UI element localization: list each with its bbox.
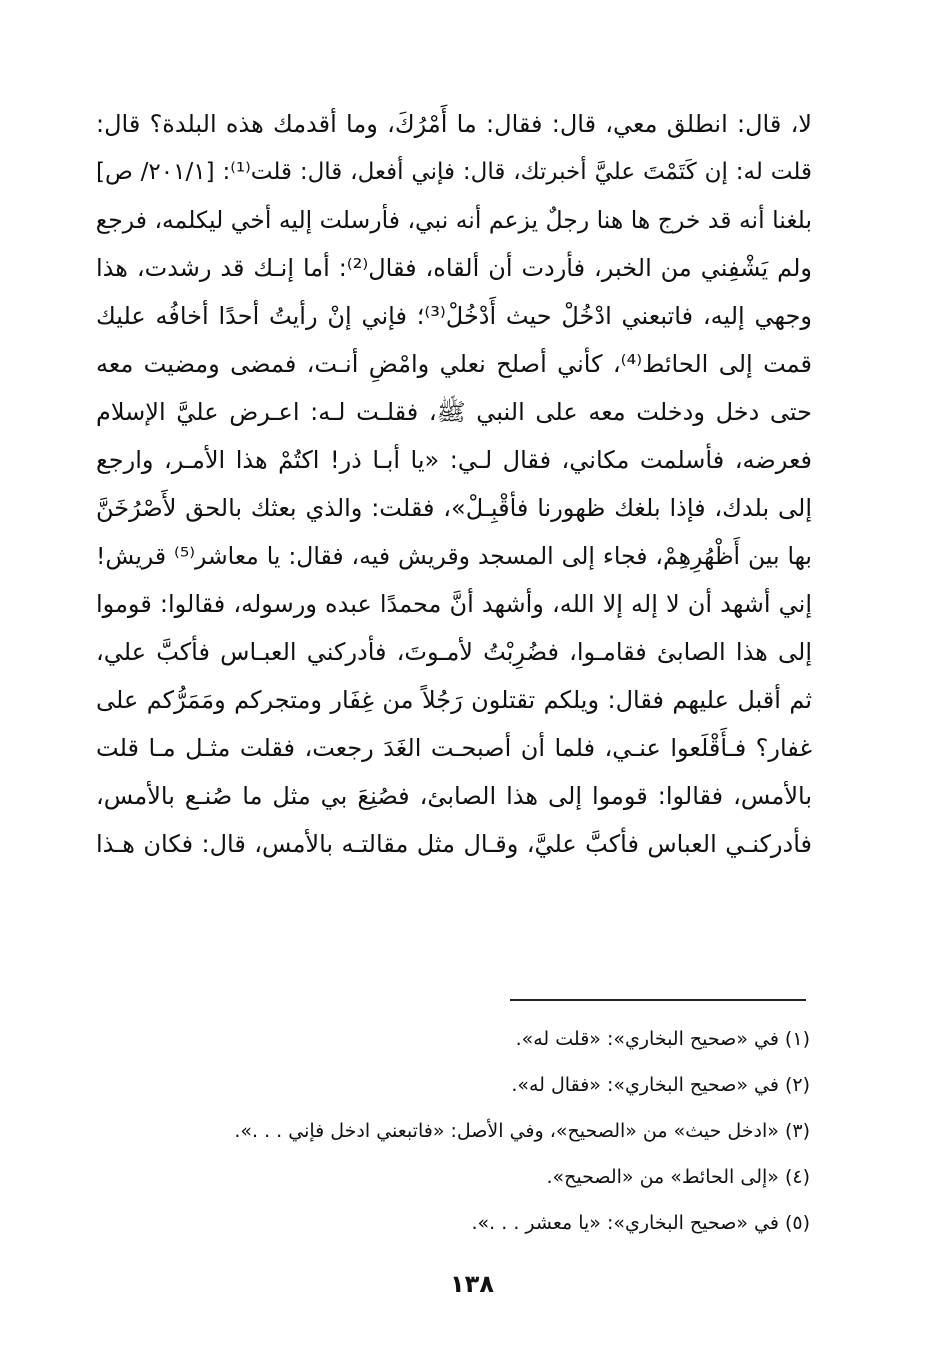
footnote-divider: [510, 999, 806, 1001]
main-text: [96, 100, 812, 868]
page-number: ١٣٨: [450, 1270, 494, 1298]
text-line: إلى هذا الصابئ فقامـوا، فضُرِبْتُ لأمـوتَ، فأدركني العبـاس فأكبَّ علي،: [96, 638, 812, 666]
text-line: ثم أقبل عليهم فقال: ويلكم تقتلون رَجُلاً من غِفَار ومتجركم ومَمَرُّكم على: [96, 686, 812, 714]
text-line: فعرضه، فأسلمت مكاني، فقال لـي: «يا أبـا ذر! اكتُمْ هذا الأمـر، وارجع: [96, 446, 812, 474]
text-line: إلى بلدك، فإذا بلغك ظهورنا فأقْبِـلْ»، فقلت: والذي بعثك بالحق لأَصْرُخَنَّ: [96, 494, 812, 522]
footnote: (١) في «صحيح البخاري»: «قلت له».: [515, 1028, 810, 1050]
footnotes: [110, 1016, 810, 1246]
text-line: ولم يَشْفِني من الخبر، فأردت أن ألقاه، فقال⁽²⁾: أما إنـك قد رشدت، هذا: [96, 254, 812, 282]
text-line: قلت له: إن كَتَمْتَ عليَّ أخبرتك، قال: فإني أفعل، قال: قلت⁽¹⁾: [٢٠١/١/ ص]: [96, 159, 812, 185]
text-line: وجهي إليه، فاتبعني ادْخُلْ حيث أَدْخُلْ⁽³⁾؛ فإني إنْ رأيتُ أحدًا أخافُه عليك: [96, 302, 812, 330]
text-line: فأدركنـي العباس فأكبَّ عليَّ، وقـال مثل مقالتـه بالأمس، قال: فكان هـذا: [96, 830, 812, 858]
footnote: (٣) «ادخل حيث» من «الصحيح»، وفي الأصل: «فاتبعني ادخل فإني . . .».: [234, 1120, 810, 1142]
text-line: غفار؟ فـأَقْلَعوا عنـي، فلما أن أصبحـت الغَدَ رجعت، فقلت مثـل مـا قلت: [96, 734, 812, 762]
text-line: قمت إلى الحائط⁽⁴⁾، كأني أصلح نعلي وامْضِ أنـت، فمضى ومضيت معه: [96, 350, 812, 378]
footnote: (٥) في «صحيح البخاري»: «يا معشر . . .».: [471, 1212, 810, 1234]
footnote: (٢) في «صحيح البخاري»: «فقال له».: [511, 1074, 810, 1096]
text-line: بلغنا أنه قد خرج ها هنا رجلٌ يزعم أنه نبي، فأرسلت إليه أخي ليكلمه، فرجع: [96, 206, 812, 234]
text-line: بها بين أَظْهُرِهِمْ، فجاء إلى المسجد وقريش فيه، فقال: يا معاشر⁽⁵⁾ قريش!: [96, 542, 812, 570]
text-line: لا، قال: انطلق معي، قال: فقال: ما أَمْرُكَ، وما أقدمك هذه البلدة؟ قال:: [96, 110, 812, 138]
text-line: حتى دخل ودخلت معه على النبي ﷺ، فقلـت لـه: اعـرض عليَّ الإسلام: [96, 398, 812, 426]
text-line: إني أشهد أن لا إله إلا الله، وأشهد أنَّ محمدًا عبده ورسوله، فقالوا: قوموا: [96, 590, 812, 618]
text-line: بالأمس، فقالوا: قوموا إلى هذا الصابئ، فصُنِعَ بي مثل ما صُنـع بالأمس،: [96, 782, 812, 810]
footnote: (٤) «إلى الحائط» من «الصحيح».: [546, 1166, 810, 1188]
